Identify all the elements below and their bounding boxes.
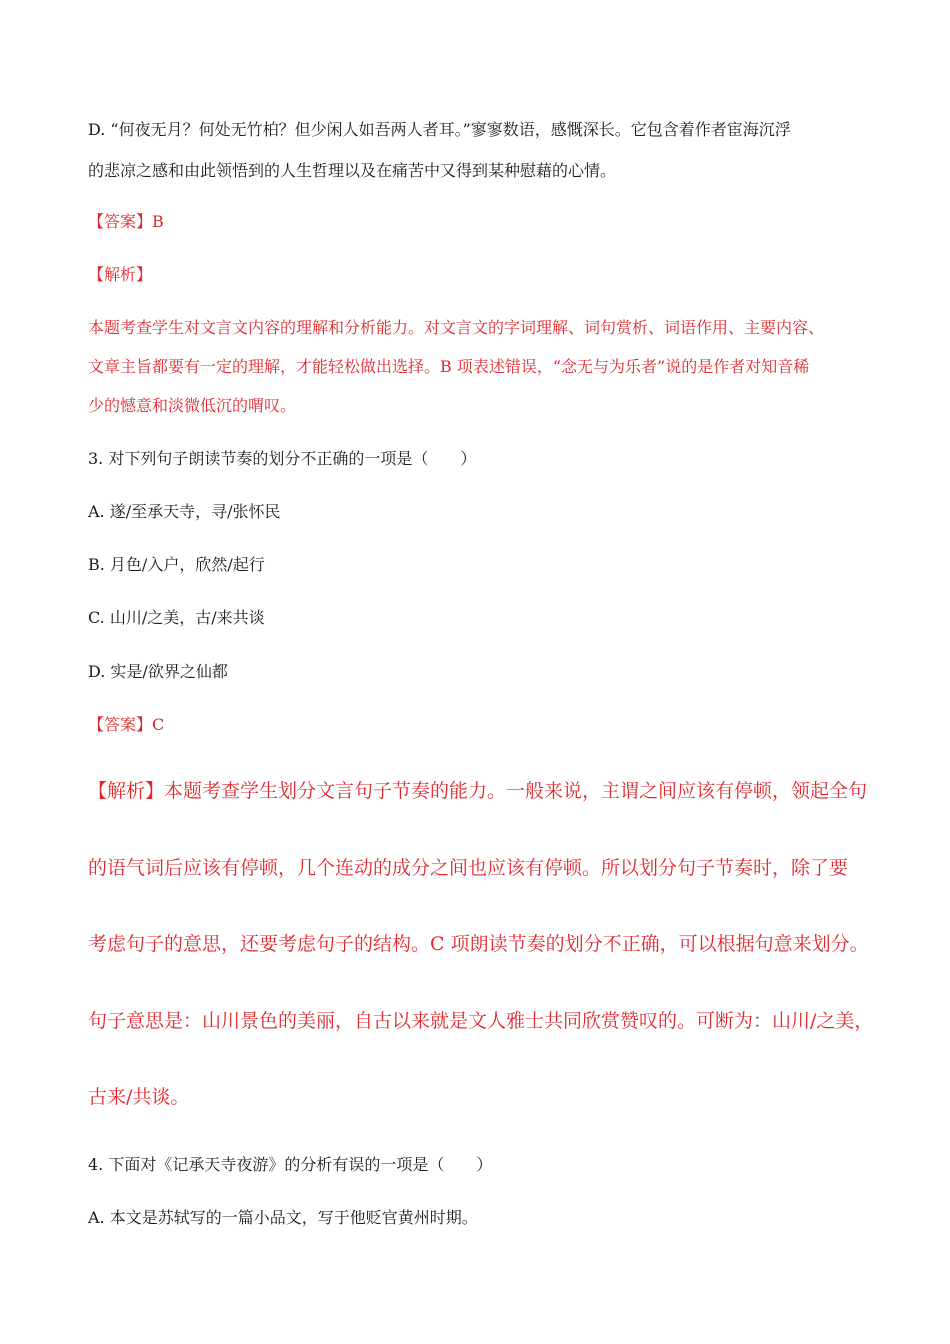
- q4-stem: 4. 下面对《记承天寺夜游》的分析有误的一项是（ ）: [88, 1155, 493, 1174]
- q3-option-b: B. 月色/入户，欣然/起行: [88, 555, 265, 574]
- analysis-label: 【解析】: [88, 780, 165, 802]
- q2-option-d-line1: D. “何夜无月？何处无竹柏？但少闲人如吾两人者耳。”寥寥数语，感慨深长。它包含着作者宦海沉浮: [88, 120, 791, 139]
- answer-label: 【答案】: [88, 212, 153, 231]
- q2-answer: [88, 212, 164, 232]
- q3-option-a: A. 遂/至承天寺，寻/张怀民: [88, 502, 281, 521]
- q3-answer: [88, 715, 164, 735]
- q3-option-c: C. 山川/之美，古/来共谈: [88, 608, 265, 627]
- answer-value: C: [152, 715, 165, 734]
- q2-option-d-line2: 的悲凉之感和由此领悟到的人生哲理以及在痛苦中又得到某种慰藉的心情。: [88, 161, 617, 180]
- analysis-text: 本题考查学生划分文言句子节奏的能力。一般来说，主谓之间应该有停顿，领起全句: [164, 780, 868, 802]
- q3-stem: 3. 对下列句子朗读节奏的划分不正确的一项是（ ）: [88, 449, 477, 468]
- q2-analysis-line: 文章主旨都要有一定的理解，才能轻松做出选择。B 项表述错误，“念无与为乐者”说的是作者对知音稀: [88, 357, 810, 376]
- q2-analysis-line: 本题考查学生对文言文内容的理解和分析能力。对文言文的字词理解、词句赏析、词语作用、主要内容、: [88, 318, 825, 337]
- answer-label: 【答案】: [88, 715, 153, 734]
- q3-analysis-line: 古来/共谈。: [88, 1086, 190, 1108]
- q3-analysis-line: 句子意思是：山川景色的美丽，自古以来就是文人雅士共同欣赏赞叹的。可断为：山川/之美，: [88, 1010, 874, 1032]
- q2-analysis-line: 少的憾意和淡微低沉的喟叹。: [88, 396, 297, 415]
- q3-analysis-line: 的语气词后应该有停顿，几个连动的成分之间也应该有停顿。所以划分句子节奏时，除了要: [88, 857, 849, 879]
- q3-analysis-line: 考虑句子的意思，还要考虑句子的结构。C 项朗读节奏的划分不正确，可以根据句意来划分。: [88, 933, 869, 955]
- q4-option-a: A. 本文是苏轼写的一篇小品文，写于他贬官黄州时期。: [88, 1208, 478, 1227]
- q3-option-d: D. 实是/欲界之仙都: [88, 662, 228, 681]
- answer-value: B: [152, 212, 164, 231]
- q2-analysis-label: 【解析】: [88, 265, 153, 284]
- q3-analysis-line: [88, 779, 867, 803]
